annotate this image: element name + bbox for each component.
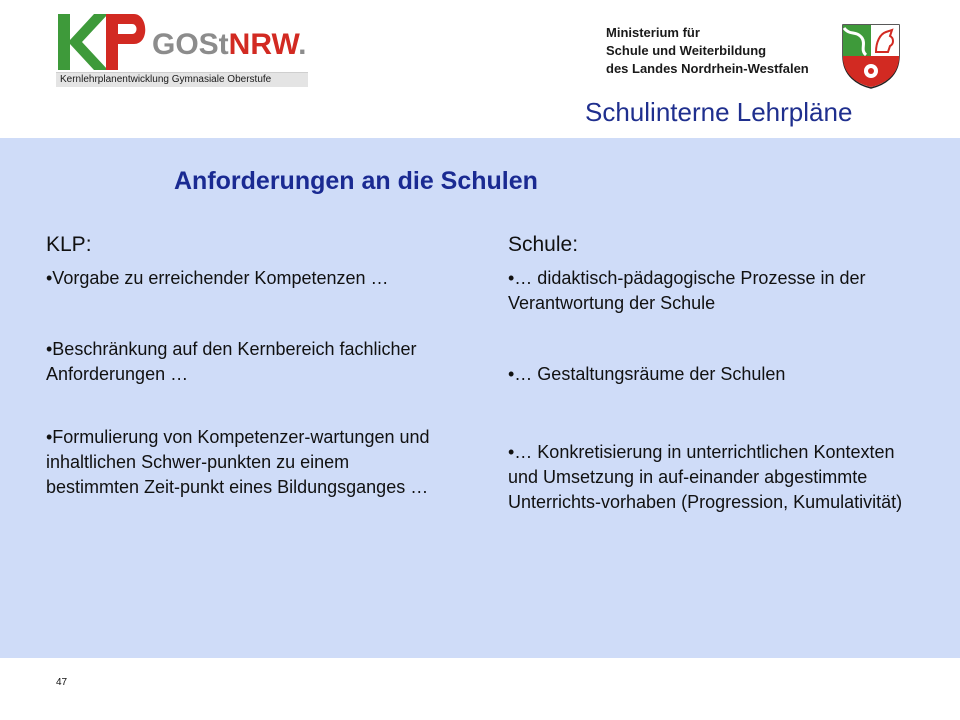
schule-heading: Schule: bbox=[508, 233, 579, 256]
ministry-line: des Landes Nordrhein-Westfalen bbox=[606, 61, 809, 76]
klp-bullet: •Beschränkung auf den Kernbereich fachlicher Anforderungen … bbox=[46, 339, 417, 384]
schule-bullet: •… Konkretisierung in unterrichtlichen Kontexten und Umsetzung in auf-einander abgestimmte Unterrichts-vorhaben (Progression, Kumulativität) bbox=[508, 442, 903, 512]
logo-gost-text: GOSt bbox=[152, 28, 229, 61]
logo-wordmark bbox=[152, 28, 306, 62]
schule-bullet: •… didaktisch-pädagogische Prozesse in der Verantwortung der Schule bbox=[508, 268, 866, 313]
logo-subtitle: Kernlehrplanentwicklung Gymnasiale Oberstufe bbox=[60, 74, 272, 85]
klp-column bbox=[46, 232, 446, 500]
kp-logo-mark bbox=[56, 12, 152, 72]
kp-gost-nrw-logo bbox=[56, 12, 308, 84]
logo-dot: . bbox=[298, 28, 307, 61]
ministry-name bbox=[606, 24, 809, 78]
schule-bullet: •… Gestaltungsräume der Schulen bbox=[508, 364, 786, 384]
logo-nrw-text: NRW bbox=[228, 28, 299, 61]
klp-heading: KLP: bbox=[46, 233, 92, 256]
page-number: 47 bbox=[56, 677, 68, 688]
nrw-crest-icon bbox=[840, 22, 902, 90]
ministry-line: Schule und Weiterbildung bbox=[606, 43, 767, 58]
section-title: Schulinterne Lehrpläne bbox=[585, 97, 853, 127]
schule-column bbox=[508, 232, 928, 515]
slide-title: Anforderungen an die Schulen bbox=[174, 167, 538, 195]
ministry-line: Ministerium für bbox=[606, 25, 700, 40]
klp-bullet: •Vorgabe zu erreichender Kompetenzen … bbox=[46, 268, 389, 288]
klp-bullet: •Formulierung von Kompetenzer-wartungen und inhaltlichen Schwer-punkten zu einem bestimmten Zeit-punkt eines Bildungsganges … bbox=[46, 427, 430, 497]
logo-subtitle-strip bbox=[56, 72, 308, 87]
